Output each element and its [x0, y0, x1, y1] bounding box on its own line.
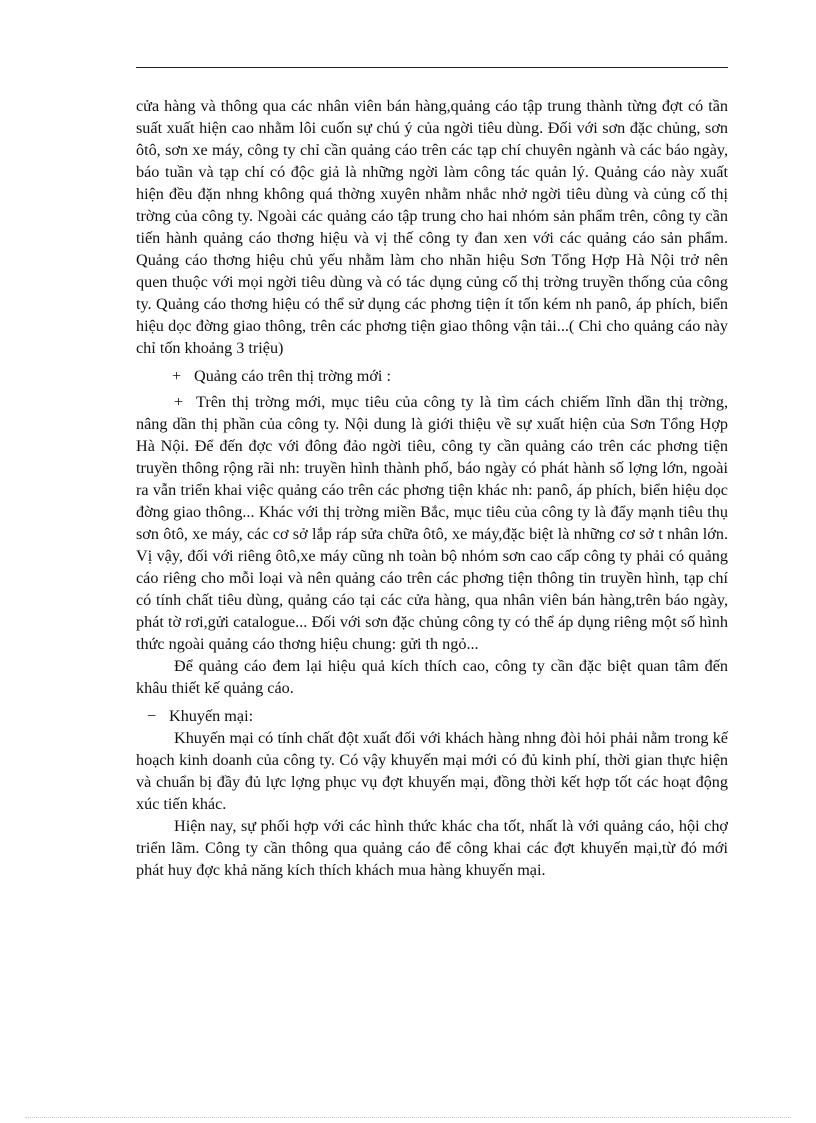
paragraph-ad-design: Để quảng cáo đem lại hiệu quả kích thích cao, công ty cần đặc biệt quan tâm đến khâu thiết kế quảng cáo. — [136, 657, 728, 697]
bullet-promotion-heading — [136, 705, 728, 727]
paragraph-advertising-existing-market: cửa hàng và thông qua các nhân viên bán hàng,quảng cáo tập trung thành từng đợt có tần suất xuất hiện cao nhằm lôi cuốn sự chú ý của ngời tiêu dùng. Đối với sơn đặc chủng, sơn ôtô, sơn xe máy, công ty chỉ cần quảng cáo trên các tạp chí chuyên ngành và các báo ngày, báo tuần và tạp chí có độc giả là những ngời làm công tác quản lý. Quảng cáo này xuất hiện đều đặn nhng không quá thờng xuyên nhằm nhắc nhở ngời tiêu dùng và củng cố thị trờng của công ty. Ngoài các quảng cáo tập trung cho hai nhóm sản phẩm trên, công ty cần tiến hành quảng cáo thơng hiệu và vị thế công ty đan xen với các quảng cáo sản phẩm. Quảng cáo thơng hiệu chủ yếu nhằm làm cho nhãn hiệu Sơn Tổng Hợp Hà Nội trở nên quen thuộc với mọi ngời tiêu dùng và có tác dụng củng cố thị trờng truyền thống của công ty. Quảng cáo thơng hiệu có thể sử dụng các phơng tiện ít tốn kém nh panô, áp phích, biển hiệu dọc đờng giao thông, trên các phơng tiện giao thông vận tải...( Chi cho quảng cáo này chỉ tốn khoảng 3 triệu) — [136, 97, 728, 357]
plus-bullet-icon: + — [172, 367, 182, 385]
header-rule — [136, 67, 728, 68]
dash-bullet-icon: − — [147, 707, 157, 725]
paragraph-promotion-coordination: Hiện nay, sự phối hợp với các hình thức khác cha tốt, nhất là với quảng cáo, hội chợ triển lãm. Công ty cần thông qua quảng cáo để công khai các đợt khuyến mại,từ đó mới phát huy đợc khả năng kích thích khách mua hàng khuyến mại. — [136, 817, 728, 879]
paragraph-promotion-planning: Khuyến mại có tính chất đột xuất đối với khách hàng nhng đòi hỏi phải nằm trong kế hoạch kinh doanh của công ty. Có vậy khuyến mại mới có đủ kinh phí, thời gian thực hiện và chuẩn bị đầy đủ lực lợng phục vụ đợt khuyến mại, đồng thời kết hợp tốt các hoạt động xúc tiến khác. — [136, 729, 728, 813]
bullet-new-market-heading — [136, 365, 728, 387]
plus-bullet-icon: + — [174, 393, 184, 411]
paragraph-advertising-new-market — [136, 391, 728, 655]
footer-rule — [25, 1117, 791, 1118]
paragraph-text: Trên thị trờng mới, mục tiêu của công ty là tìm cách chiếm lĩnh dần thị trờng, nâng dần thị phần của công ty. Nội dung là giới thiệu về sự xuất hiện của Sơn Tổng Hợp Hà Nội. Để đến đợc với đông đảo ngời tiêu, công ty cần quảng cáo trên các phơng tiện truyền thông rộng rãi nh: truyền hình thành phố, báo ngày có phát hành số lợng lớn, ngoài ra vẫn triển khai việc quảng cáo trên các phơng tiện khác nh: panô, áp phích, biển hiệu dọc đờng giao thông... Khác với thị trờng miền Bắc, mục tiêu của công ty là đẩy mạnh tiêu thụ sơn ôtô, xe máy, các cơ sở lắp ráp sửa chữa ôtô, xe máy,đặc biệt là những cơ sở t nhân lớn. Vị vậy, đối với riêng ôtô,xe máy cũng nh toàn bộ nhóm sơn cao cấp công ty phải có quảng cáo riêng cho mỗi loại và nên quảng cáo trên các phơng tiện thông tin truyền hình, tạp chí có tính chất tiêu dùng, quảng cáo tại các cửa hàng, qua nhân viên bán hàng,trên báo ngày, phát tờ rơi,gửi catalogue... Đối với sơn đặc chủng công ty có thể áp dụng riêng một số hình thức ngoài quảng cáo thơng hiệu chung: gửi th ngỏ... — [136, 393, 728, 653]
document-body — [136, 95, 728, 881]
bullet-text: Khuyến mại: — [169, 707, 254, 725]
bullet-text: Quảng cáo trên thị trờng mới : — [194, 367, 391, 385]
